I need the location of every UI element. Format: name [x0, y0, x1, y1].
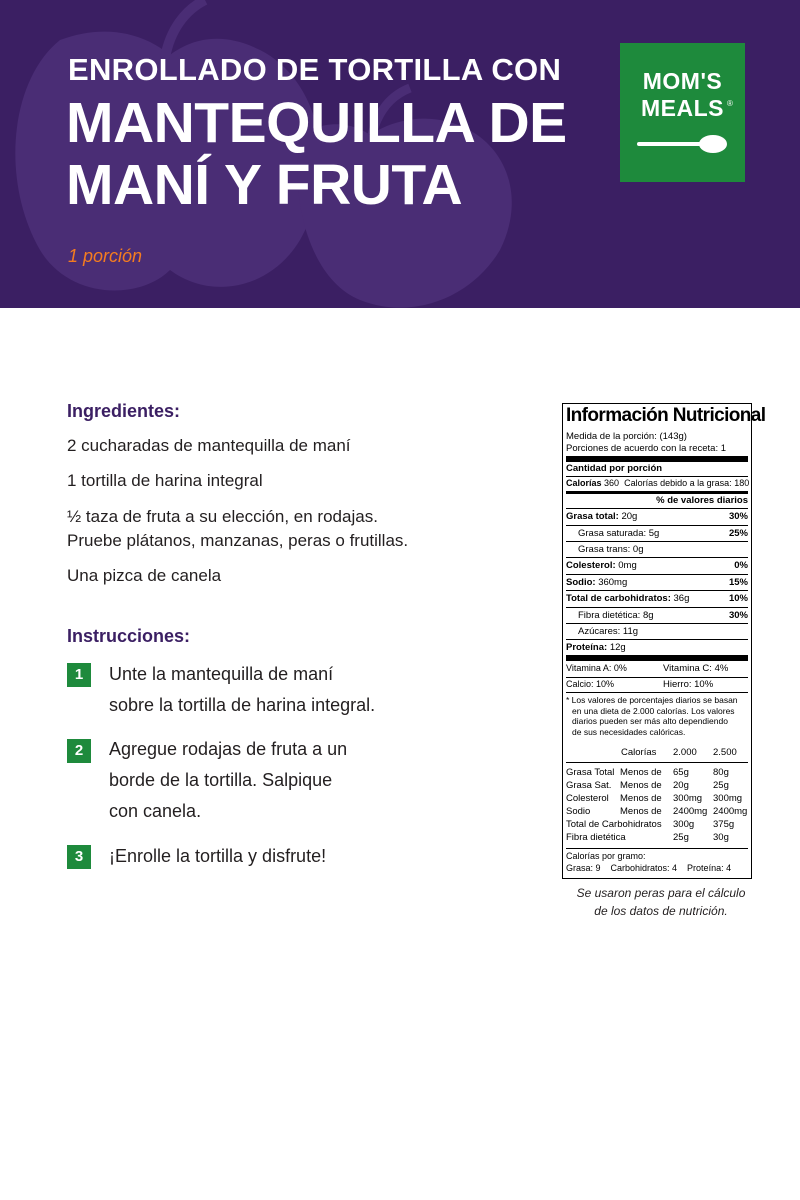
calories-value: 360	[604, 478, 620, 488]
nutrient-value: 20g	[621, 511, 638, 522]
serving-size: Medida de la porción: (143g)	[566, 431, 687, 442]
limit-nutrient: Sodio	[566, 806, 591, 817]
cal-header-2000: 2.000	[673, 747, 697, 758]
amount-per-serving: Cantidad por porción	[566, 463, 663, 474]
limit-2000: 65g	[673, 767, 689, 778]
nutrient-label: Total de carbohidratos:	[566, 593, 671, 604]
registered-mark: ®	[727, 99, 733, 108]
divider	[566, 762, 748, 763]
divider	[566, 557, 748, 558]
recipe-header	[0, 0, 800, 308]
nutrient-dv: 25%	[728, 528, 748, 539]
nutrient-value: 36g	[673, 593, 690, 604]
cal-header-2500: 2.500	[713, 747, 737, 758]
step-line: Agregue rodajas de fruta a un	[109, 739, 348, 759]
nutrient-row	[566, 511, 637, 522]
limit-nutrient: Grasa Sat.	[566, 780, 612, 791]
nutrient-label: Grasa total:	[566, 511, 619, 522]
limit-qualifier: Menos de	[620, 806, 662, 817]
ingredient-item: Pruebe plátanos, manzanas, peras o frutillas.	[67, 531, 409, 550]
ingredient-item: ½ taza de fruta a su elección, en rodajas.	[67, 507, 378, 526]
divider	[566, 692, 748, 693]
limit-2000: 300mg	[673, 793, 703, 804]
ingredient-item: 1 tortilla de harina integral	[67, 471, 263, 490]
divider	[566, 476, 748, 477]
servings-label: 1 porción	[68, 246, 143, 266]
divider	[566, 623, 748, 624]
servings-per-recipe: Porciones de acuerdo con la receta: 1	[566, 443, 727, 454]
nutrient-value: 11g	[622, 626, 639, 637]
recipe-title-main	[66, 92, 567, 216]
recipe-title-line-1: ENROLLADO DE TORTILLA CON	[68, 52, 562, 87]
moms-meals-logo	[620, 43, 745, 182]
iron: Hierro: 10%	[663, 679, 714, 690]
limit-2500: 25g	[713, 780, 729, 791]
limit-2500: 30g	[713, 832, 729, 843]
footnote	[566, 695, 738, 737]
divider	[566, 574, 748, 575]
nutrient-dv: 10%	[728, 593, 748, 604]
calories-fat-value: 180	[734, 478, 750, 488]
step-number-badge: 2	[67, 739, 91, 763]
spoon-icon	[637, 133, 729, 155]
limit-2500: 2400mg	[713, 806, 748, 817]
limit-2000: 20g	[673, 780, 689, 791]
limit-2500: 300mg	[713, 793, 743, 804]
limit-nutrient: Total de Carbohidratos	[566, 819, 662, 830]
step-line: ¡Enrolle la tortilla y disfrute!	[109, 846, 327, 866]
instructions-heading: Instrucciones:	[67, 626, 191, 646]
vitamin-a: Vitamina A: 0%	[566, 663, 627, 673]
nutrition-facts-panel	[562, 403, 766, 879]
limit-nutrient: Colesterol	[566, 793, 609, 804]
recipe-title-line-3: MANÍ Y FRUTA	[66, 153, 463, 217]
calories-label: Calorías	[566, 478, 602, 488]
nutrient-dv: 30%	[728, 511, 748, 522]
divider	[566, 541, 748, 542]
nutrient-label: Grasa saturada:	[578, 528, 647, 539]
daily-value-header: % de valores diarios	[656, 495, 748, 506]
step-line: sobre la tortilla de harina integral.	[109, 695, 376, 715]
divider	[566, 590, 748, 591]
nutrient-dv: 30%	[728, 610, 748, 621]
step-line: con canela.	[109, 801, 202, 821]
vitamin-c: Vitamina C: 4%	[663, 663, 729, 674]
limit-qualifier: Menos de	[620, 793, 662, 804]
nutrient-label: Fibra dietética:	[578, 610, 641, 621]
divider	[566, 525, 748, 526]
nutrient-label: Colesterol:	[566, 560, 616, 571]
nutrient-row	[578, 610, 654, 621]
footnote-line: * Los valores de porcentajes diarios se basan	[566, 695, 738, 705]
nutrient-value: 8g	[642, 610, 654, 621]
note-line: Se usaron peras para el cálculo	[576, 886, 746, 900]
divider	[566, 456, 748, 462]
nutrient-row	[578, 528, 659, 539]
nutrient-label: Grasa trans:	[578, 544, 631, 555]
step-number-badge: 3	[67, 845, 91, 869]
note-line: de los datos de nutrición.	[594, 904, 728, 918]
nutrient-row	[566, 593, 689, 604]
nutrient-dv: 0%	[734, 560, 748, 571]
ingredients-heading: Ingredientes:	[67, 401, 181, 421]
nutrient-row	[566, 560, 637, 571]
limit-qualifier: Menos de	[620, 780, 662, 791]
limit-2000: 300g	[673, 819, 695, 830]
divider	[566, 655, 748, 661]
step-number-badge: 1	[67, 663, 91, 687]
nutrient-label: Azúcares:	[578, 626, 621, 637]
calcium: Calcio: 10%	[566, 679, 615, 689]
limit-2500: 375g	[713, 819, 735, 830]
limit-2000: 2400mg	[673, 806, 708, 817]
nutrient-value: 360mg	[598, 577, 628, 588]
nutrient-value: 0g	[632, 544, 644, 555]
calories-fat-label: Calorías debido a la grasa:	[624, 478, 732, 488]
ingredient-item: Una pizca de canela	[67, 566, 222, 585]
nutrient-row	[566, 642, 626, 653]
step-text	[109, 659, 375, 721]
logo-line-2: MEALS	[641, 95, 724, 121]
divider	[566, 607, 748, 608]
divider	[566, 508, 748, 509]
step-text	[109, 734, 347, 827]
limit-nutrient: Fibra dietética	[566, 832, 626, 843]
nutrient-label: Sodio:	[566, 577, 596, 588]
limit-qualifier: Menos de	[620, 767, 662, 778]
per-gram-label: Calorías por gramo:	[566, 851, 646, 861]
footnote-line: en una dieta de 2.000 calorías. Los valores	[572, 705, 735, 716]
divider	[566, 639, 748, 640]
logo-line-1: MOM'S	[642, 68, 723, 94]
limit-2000: 25g	[673, 832, 689, 843]
divider	[566, 677, 748, 678]
step-text	[109, 841, 326, 872]
divider	[566, 848, 748, 849]
nutrient-dv: 15%	[728, 577, 748, 588]
cal-header-label: Calorías	[621, 747, 657, 758]
recipe-title-line-2: MANTEQUILLA DE	[66, 91, 567, 155]
nutrient-value: 0mg	[618, 560, 637, 571]
nutrient-value: 12g	[609, 642, 626, 653]
per-gram-values: Grasa: 9 Carbohidratos: 4 Proteína: 4	[566, 863, 732, 873]
nutrition-note	[556, 884, 766, 920]
nutrient-row	[578, 626, 638, 637]
nutrition-title: Información Nutricional	[566, 405, 766, 426]
step-line: Unte la mantequilla de maní	[109, 664, 334, 684]
footnote-line: diarios pueden ser más alto dependiendo	[572, 716, 728, 726]
nutrient-value: 5g	[648, 528, 660, 539]
nutrient-label: Proteína:	[566, 642, 608, 653]
calories-row	[566, 478, 749, 488]
ingredient-item: 2 cucharadas de mantequilla de maní	[67, 436, 351, 455]
limit-2500: 80g	[713, 767, 729, 778]
step-line: borde de la tortilla. Salpique	[109, 770, 333, 790]
footnote-line: de sus necesidades calóricas.	[572, 726, 686, 737]
divider	[566, 491, 748, 494]
nutrient-row	[578, 544, 644, 555]
limit-nutrient: Grasa Total	[566, 767, 615, 778]
nutrient-row	[566, 577, 627, 588]
